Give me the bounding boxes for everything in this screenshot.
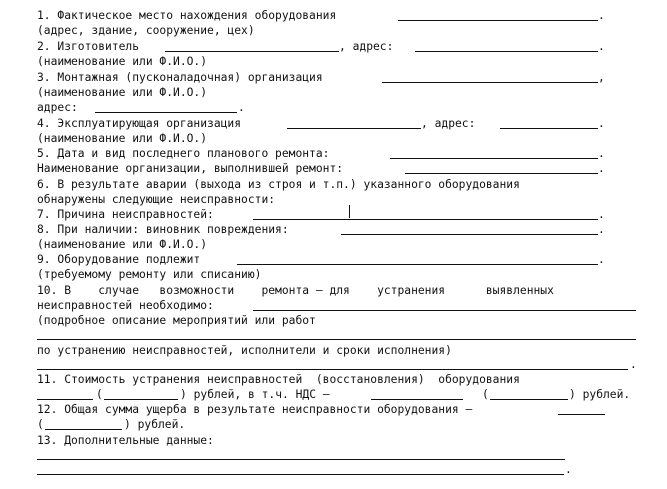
item-13-field-2[interactable]: [37, 474, 564, 475]
item-9-label: 9. Оборудование подлежит: [37, 253, 201, 266]
item-10-hint-2: по устранению неисправностей, исполнители и сроки исполнения): [37, 344, 452, 357]
item-5-org-label: Наименование организации, выполнившей ремонт:: [37, 162, 344, 175]
item-1-hint: (адрес, здание, сооружение, цех): [37, 24, 255, 37]
item-2-address-field[interactable]: [415, 51, 598, 52]
item-13-end: .: [565, 463, 572, 476]
item-8-label: 8. При наличии: виновник повреждения:: [37, 223, 289, 236]
item-7-end: .: [598, 208, 605, 221]
item-11-vat-words-field[interactable]: [490, 399, 568, 400]
item-1-label: 1. Фактическое место нахождения оборудования: [37, 9, 337, 22]
item-9-hint: (требуемому ремонту или списанию): [37, 268, 262, 281]
item-8-end: .: [598, 223, 605, 236]
item-10-end: .: [630, 358, 637, 371]
item-1-field[interactable]: [398, 20, 598, 21]
item-2-manufacturer-field[interactable]: [165, 51, 339, 52]
item-3-address-end: .: [238, 101, 245, 114]
item-4-address-field[interactable]: [500, 128, 598, 129]
item-5-end: .: [598, 147, 605, 160]
item-3-field[interactable]: [382, 82, 598, 83]
item-10-hint-1: (подробное описание мероприятий или работ: [37, 314, 316, 327]
item-8-field[interactable]: [341, 234, 598, 235]
item-10-field-3[interactable]: [37, 369, 628, 370]
item-10-line-1: 10. В случае возможности ремонта – для устранения выявленных: [37, 284, 554, 297]
item-12-sum-words-field[interactable]: [45, 429, 122, 430]
item-1-end: .: [598, 9, 605, 22]
item-11-paren-open: (: [96, 388, 103, 401]
item-6-line-1: 6. В результате аварии (выхода из строя и т.п.) указанного оборудования: [37, 178, 520, 191]
item-2-address-label: , адрес:: [339, 40, 394, 53]
item-11-cost-field[interactable]: [37, 399, 93, 400]
item-11-vat-field[interactable]: [371, 399, 463, 400]
item-11-vat-label: ) рублей, в т.ч. НДС –: [180, 388, 330, 401]
item-13-label: 13. Дополнительные данные:: [37, 434, 214, 447]
item-6-line-2: обнаружены следующие неисправности:: [37, 193, 276, 206]
item-5-org-field[interactable]: [405, 173, 598, 174]
item-2-label: 2. Изготовитель: [37, 40, 140, 53]
text-cursor: [349, 205, 350, 218]
item-12-label: 12. Общая сумма ущерба в результате неисправности оборудования –: [37, 403, 473, 416]
item-9-end: .: [598, 253, 605, 266]
item-3-label: 3. Монтажная (пусконаладочная) организация: [37, 71, 323, 84]
item-12-sum-field[interactable]: [558, 414, 605, 415]
item-5-field[interactable]: [390, 158, 598, 159]
item-11-end: ) рублей.: [569, 388, 631, 401]
item-5-label: 5. Дата и вид последнего планового ремонта:: [37, 147, 330, 160]
item-3-address-field[interactable]: [95, 112, 237, 113]
item-4-address-label: , адрес:: [421, 117, 476, 130]
item-10-line-2: неисправностей необходимо:: [37, 299, 214, 312]
item-2-hint: (наименование или Ф.И.О.): [37, 55, 208, 68]
item-11-paren-open-2: (: [482, 388, 489, 401]
item-10-field-2[interactable]: [37, 339, 636, 340]
item-8-hint: (наименование или Ф.И.О.): [37, 238, 208, 251]
item-11-cost-words-field[interactable]: [104, 399, 178, 400]
item-7-label: 7. Причина неисправностей:: [37, 208, 214, 221]
item-7-field[interactable]: [253, 219, 598, 220]
item-4-end: .: [598, 117, 605, 130]
item-11-line-1: 11. Стоимость устранения неисправностей (восстановления) оборудования: [37, 373, 520, 386]
item-2-end: .: [598, 40, 605, 53]
item-3-address-label: адрес:: [37, 101, 78, 114]
item-3-end: ,: [598, 71, 605, 84]
item-12-paren-open: (: [37, 418, 44, 431]
item-12-end: ) рублей.: [124, 418, 186, 431]
item-9-field[interactable]: [237, 264, 598, 265]
item-4-hint: (наименование или Ф.И.О.): [37, 132, 208, 145]
item-10-field-1[interactable]: [253, 310, 636, 311]
item-5-org-end: .: [598, 162, 605, 175]
item-13-field-1[interactable]: [37, 459, 565, 460]
item-3-hint: (наименование или Ф.И.О.): [37, 86, 208, 99]
item-4-label: 4. Эксплуатирующая организация: [37, 117, 242, 130]
item-4-org-field[interactable]: [287, 128, 421, 129]
